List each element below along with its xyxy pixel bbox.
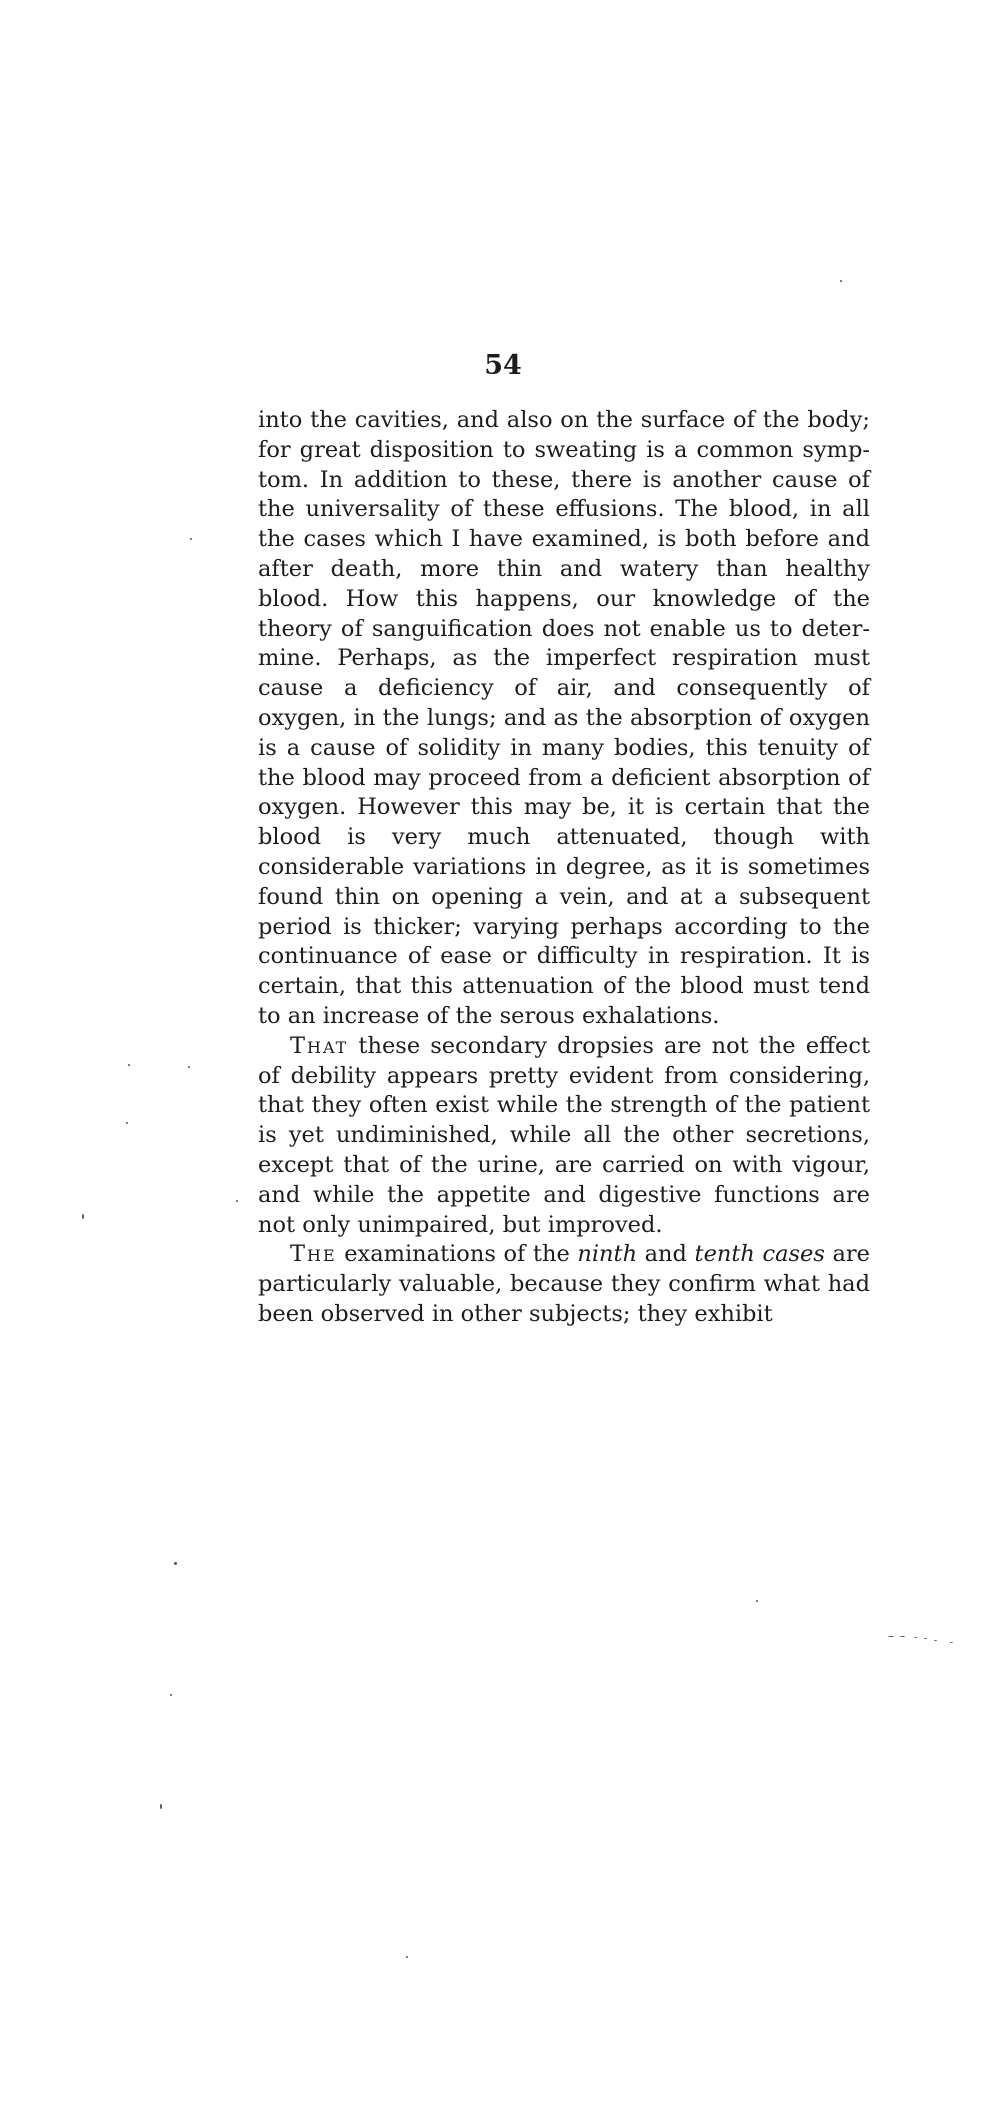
paper-speck	[126, 1122, 128, 1124]
paper-speck	[756, 1600, 758, 1602]
paragraph-text: these secondary dropsies are not the effect of debility appears pretty evident from considering, that they often exist while the strength of the patient is yet undiminished, while all the other secretions, except that of the urine, are carried on with vigour, and while the appetite and digestive functions are not only unimpaired, but improved.	[258, 1032, 870, 1238]
paper-speck	[888, 1636, 894, 1637]
page-number: 54	[484, 350, 522, 381]
paper-speck	[950, 1642, 953, 1643]
paper-speck	[236, 1200, 238, 1202]
paper-speck	[924, 1638, 927, 1639]
paper-speck	[900, 1636, 905, 1637]
paper-speck	[840, 280, 842, 282]
paper-speck	[128, 1064, 130, 1066]
paragraph-secondary-dropsies	[258, 1032, 870, 1241]
paper-speck	[82, 1214, 84, 1219]
paragraph-examinations	[258, 1240, 870, 1329]
paper-speck	[914, 1637, 917, 1638]
paragraph-text: examinations of the	[336, 1241, 578, 1268]
paper-speck	[170, 1694, 172, 1696]
paper-speck	[160, 1804, 162, 1809]
paper-speck	[190, 538, 192, 540]
body-text	[258, 406, 870, 1330]
paragraph-text: are particularly valuable, because they confirm what had been observed in other subjects; they exhibit	[258, 1241, 870, 1327]
paragraph-continued: into the cavities, and also on the surface of the body; for great disposition to sweating is a common symp-tom. In addition to these, there is another cause of the universality of these effusions. The blood, in all the cases which I have examined, is both before and after death, more thin and watery than healthy blood. How this happens, our knowledge of the theory of sanguification does not enable us to deter-mine. Perhaps, as the imperfect respiration must cause a deficiency of air, and consequently of oxygen, in the lungs; and as the absorption of oxygen is a cause of solidity in many bodies, this tenuity of the blood may proceed from a deficient absorption of oxygen. However this may be, it is certain that the blood is very much attenuated, though with considerable variations in degree, as it is sometimes found thin on opening a vein, and at a subsequent period is thicker; varying perhaps according to the continuance of ease or difficulty in respiration. It is certain, that this attenuation of the blood must tend to an increase of the serous exhalations.	[258, 407, 870, 1029]
paper-speck	[934, 1640, 937, 1641]
small-caps-lead: The	[290, 1241, 337, 1268]
paper-speck	[188, 1066, 190, 1068]
paper-speck	[174, 1562, 177, 1565]
italic-term: ninth	[577, 1241, 638, 1268]
paper-speck	[406, 1956, 408, 1958]
small-caps-lead: That	[290, 1032, 349, 1059]
paragraph-text: and	[637, 1241, 695, 1268]
italic-term: tenth cases	[694, 1241, 825, 1268]
